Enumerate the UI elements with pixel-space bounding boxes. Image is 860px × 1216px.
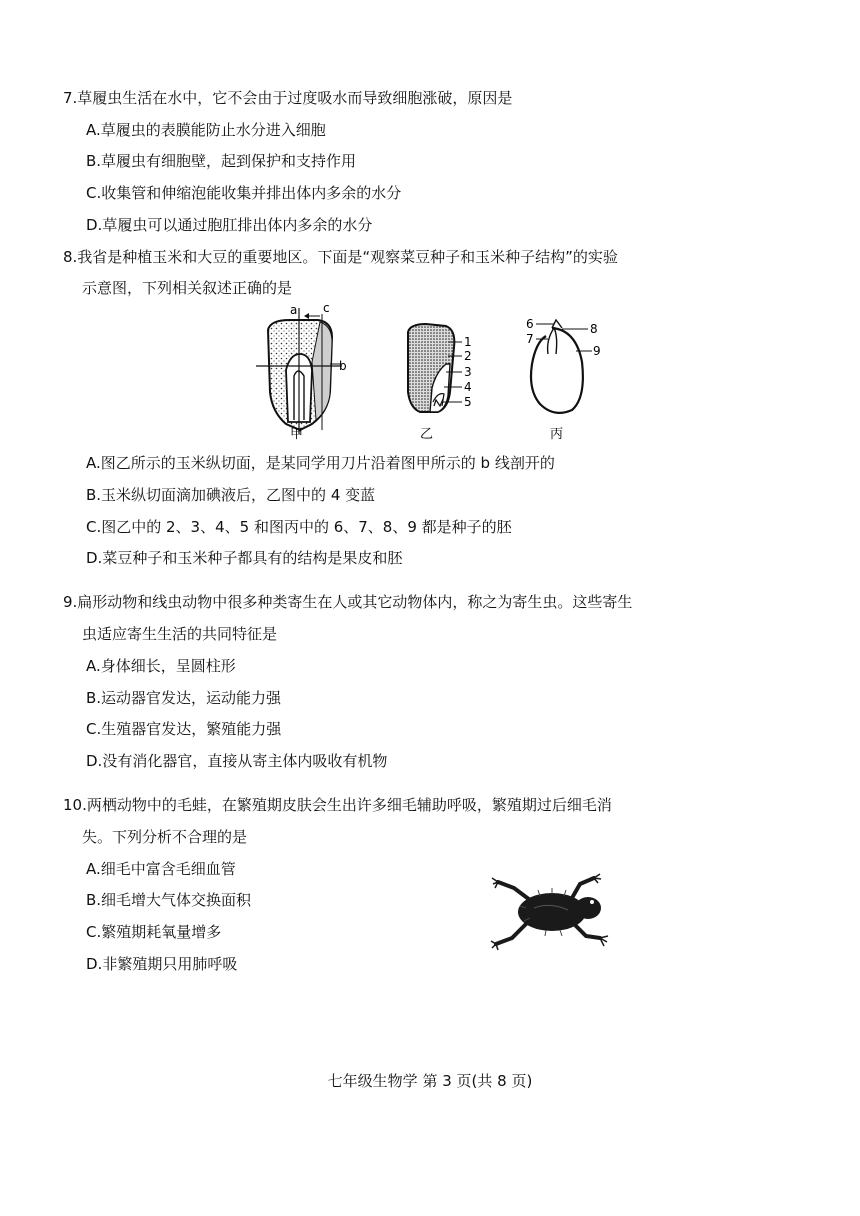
yi-label-4: 4: [464, 380, 472, 394]
bing-caption: 丙: [550, 427, 564, 442]
q10-option-a: A.细毛中富含毛细血管: [86, 860, 236, 878]
yi-label-2: 2: [464, 349, 472, 363]
q8-stem-continued: 示意图，下列相关叙述正确的是: [82, 279, 293, 297]
bing-label-9: 9: [593, 344, 601, 358]
jia-label-b: b: [339, 359, 347, 373]
q9-option-c: C.生殖器官发达，繁殖能力强: [86, 720, 282, 738]
q7-option-b: B.草履虫有细胞壁，起到保护和支持作用: [86, 152, 357, 170]
jia-caption: 甲: [290, 427, 304, 442]
bean-seed-bing-drawing: [531, 320, 583, 413]
bing-label-6: 6: [526, 317, 534, 331]
q8-option-c: C.图乙中的 2、3、4、5 和图丙中的 6、7、8、9 都是种子的胚: [86, 518, 512, 536]
yi-caption: 乙: [420, 427, 434, 442]
page-footer: 七年级生物学 第 3 页(共 8 页): [327, 1072, 533, 1090]
hairy-frog-illustration: [490, 868, 625, 953]
q8-option-a: A.图乙所示的玉米纵切面，是某同学用刀片沿着图甲所示的 b 线剖开的: [86, 454, 555, 472]
q7-stem: 7.草履虫生活在水中，它不会由于过度吸水而导致细胞涨破，原因是: [63, 89, 513, 107]
q10-stem: 10.两栖动物中的毛蛙，在繁殖期皮肤会生出许多细毛辅助呼吸，繁殖期过后细毛消: [63, 796, 612, 814]
q8-option-d: D.菜豆种子和玉米种子都具有的结构是果皮和胚: [86, 549, 403, 567]
q7-option-c: C.收集管和伸缩泡能收集并排出体内多余的水分: [86, 184, 402, 202]
bing-label-7: 7: [526, 332, 534, 346]
corn-section-yi-drawing: [408, 324, 454, 412]
q9-stem-continued: 虫适应寄生生活的共同特征是: [82, 625, 278, 643]
corn-seed-jia-drawing: [256, 308, 342, 434]
q10-option-c: C.繁殖期耗氧量增多: [86, 923, 222, 941]
q8-stem: 8.我省是种植玉米和大豆的重要地区。下面是“观察菜豆种子和玉米种子结构”的实验: [63, 248, 618, 266]
q9-option-a: A.身体细长，呈圆柱形: [86, 657, 236, 675]
q9-option-b: B.运动器官发达，运动能力强: [86, 689, 282, 707]
q7-option-a: A.草履虫的表膜能防止水分进入细胞: [86, 121, 326, 139]
bing-label-8: 8: [590, 322, 598, 336]
q9-option-d: D.没有消化器官，直接从寄主体内吸收有机物: [86, 752, 388, 770]
yi-label-1: 1: [464, 335, 472, 349]
yi-label-5: 5: [464, 395, 472, 409]
yi-label-3: 3: [464, 365, 472, 379]
q10-option-b: B.细毛增大气体交换面积: [86, 891, 252, 909]
q8-option-b: B.玉米纵切面滴加碘液后，乙图中的 4 变蓝: [86, 486, 376, 504]
seed-structure-figure: [250, 302, 620, 442]
q10-stem-continued: 失。下列分析不合理的是: [82, 828, 248, 846]
q9-stem: 9.扁形动物和线虫动物中很多种类寄生在人或其它动物体内，称之为寄生虫。这些寄生: [63, 593, 633, 611]
q10-option-d: D.非繁殖期只用肺呼吸: [86, 955, 238, 973]
jia-label-c: c: [323, 302, 330, 315]
q7-option-d: D.草履虫可以通过胞肛排出体内多余的水分: [86, 216, 373, 234]
jia-label-a: a: [290, 303, 298, 317]
